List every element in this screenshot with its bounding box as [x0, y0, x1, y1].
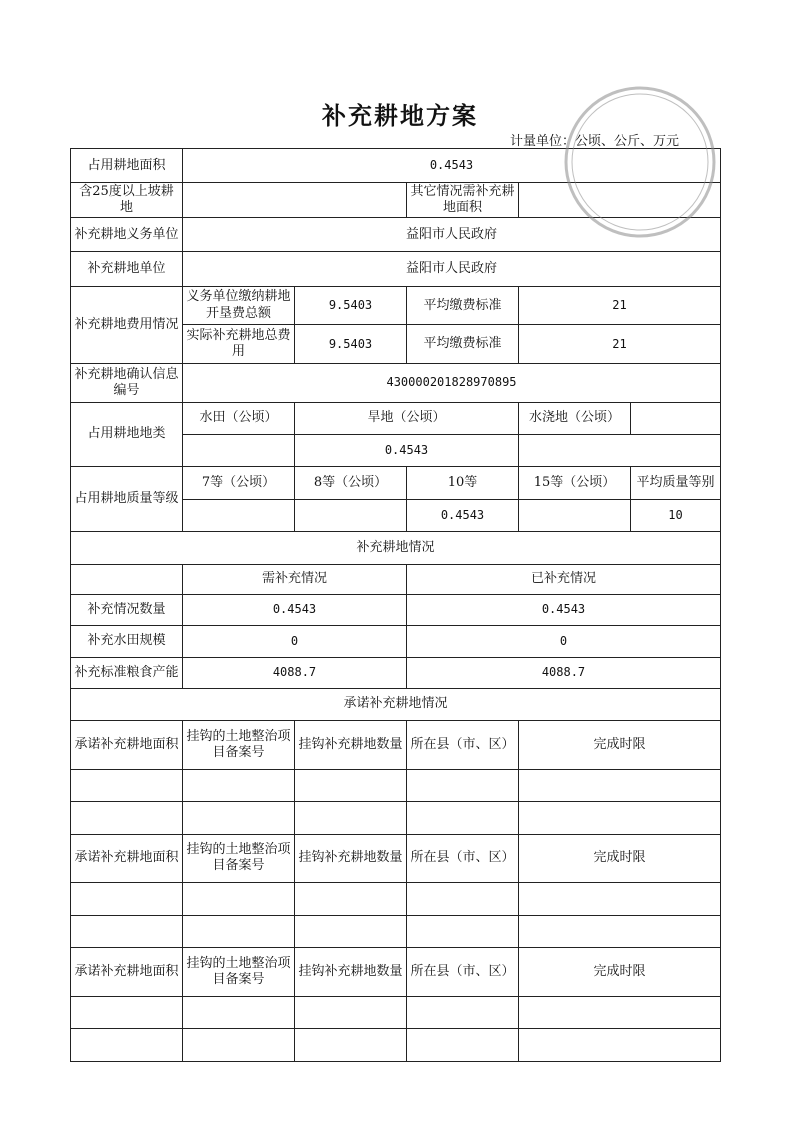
avg-grade-value: 10 [631, 499, 721, 531]
supplement-grain-need: 4088.7 [183, 658, 407, 688]
grade-7-value [183, 499, 295, 531]
supplement-header-empty [71, 564, 183, 594]
occupied-area-row [71, 149, 721, 183]
fee-paid-label: 义务单位缴纳耕地开垦费总额 [183, 286, 295, 325]
supplement-qty-need: 0.4543 [183, 595, 407, 625]
irrigated-value [519, 435, 721, 467]
slope-row [71, 183, 721, 217]
promise-area-header: 承诺补充耕地面积 [71, 948, 183, 997]
occupied-area-label: 占用耕地面积 [71, 149, 183, 183]
dryland-header: 旱地（公顷） [295, 402, 519, 434]
grade-8-value [295, 499, 407, 531]
grade-7-header: 7等（公顷） [183, 467, 295, 499]
supplement-grain-label: 补充标准粮食产能 [71, 658, 183, 688]
obligor-row [71, 217, 721, 251]
supplement-unit-row [71, 252, 721, 286]
promise-county-header: 所在县（市、区） [407, 721, 519, 770]
fee-paid-value: 9.5403 [295, 286, 407, 325]
avg-grade-header: 平均质量等别 [631, 467, 721, 499]
other-supplement-label: 其它情况需补充耕地面积 [407, 183, 519, 217]
promise-header-row-2 [71, 834, 721, 883]
promise-blank-row [71, 996, 721, 1028]
promise-deadline-header: 完成时限 [519, 721, 721, 770]
other-supplement-value [519, 183, 721, 217]
obligor-label: 补充耕地义务单位 [71, 217, 183, 251]
supplement-paddy-need: 0 [183, 625, 407, 657]
supplement-unit-value: 益阳市人民政府 [183, 252, 721, 286]
promise-deadline-header: 完成时限 [519, 834, 721, 883]
promise-blank-row [71, 915, 721, 947]
need-supplement-header: 需补充情况 [183, 564, 407, 594]
promise-project-header: 挂钩的土地整治项目备案号 [183, 948, 295, 997]
promise-section-title: 承诺补充耕地情况 [71, 688, 721, 720]
grade-10-header: 10等 [407, 467, 519, 499]
land-type-header-row [71, 402, 721, 434]
promise-qty-header: 挂钩补充耕地数量 [295, 948, 407, 997]
quality-label: 占用耕地质量等级 [71, 467, 183, 532]
promise-county-header: 所在县（市、区） [407, 948, 519, 997]
supplement-qty-done: 0.4543 [407, 595, 721, 625]
promise-area-header: 承诺补充耕地面积 [71, 721, 183, 770]
supplement-unit-label: 补充耕地单位 [71, 252, 183, 286]
measurement-unit: 计量单位：公顷、公斤、万元 [510, 134, 680, 149]
confirm-row [71, 364, 721, 403]
supplement-grain-done: 4088.7 [407, 658, 721, 688]
irrigated-header: 水浇地（公顷） [519, 402, 631, 434]
grade-10-value: 0.4543 [407, 499, 519, 531]
slope-value [183, 183, 407, 217]
promise-qty-header: 挂钩补充耕地数量 [295, 721, 407, 770]
supplement-qty-label: 补充情况数量 [71, 595, 183, 625]
dryland-value: 0.4543 [295, 435, 519, 467]
promise-blank-row [71, 1029, 721, 1062]
promise-project-header: 挂钩的土地整治项目备案号 [183, 834, 295, 883]
obligor-value: 益阳市人民政府 [183, 217, 721, 251]
fee-label: 补充耕地费用情况 [71, 286, 183, 363]
confirm-value: 430000201828970895 [183, 364, 721, 403]
fee-paid-std-label: 平均缴费标准 [407, 286, 519, 325]
promise-header-row-3 [71, 948, 721, 997]
grade-8-header: 8等（公顷） [295, 467, 407, 499]
land-type-label: 占用耕地地类 [71, 402, 183, 467]
promise-section-row [71, 688, 721, 720]
fee-actual-std-value: 21 [519, 325, 721, 364]
paddy-value [183, 435, 295, 467]
land-type-empty-header [631, 402, 721, 434]
document-title: 补充耕地方案 [322, 101, 478, 130]
promise-qty-header: 挂钩补充耕地数量 [295, 834, 407, 883]
paddy-header: 水田（公顷） [183, 402, 295, 434]
promise-area-header: 承诺补充耕地面积 [71, 834, 183, 883]
promise-deadline-header: 完成时限 [519, 948, 721, 997]
supplement-qty-row [71, 595, 721, 625]
grade-15-value [519, 499, 631, 531]
promise-blank-row [71, 883, 721, 915]
fee-actual-value: 9.5403 [295, 325, 407, 364]
supplement-farmland-form [70, 148, 721, 1062]
supplement-section-row [71, 532, 721, 564]
confirm-label: 补充耕地确认信息编号 [71, 364, 183, 403]
promise-blank-row [71, 769, 721, 801]
supplement-grain-row [71, 658, 721, 688]
occupied-area-value: 0.4543 [183, 149, 721, 183]
supplement-header-row [71, 564, 721, 594]
slope-label: 含25度以上坡耕地 [71, 183, 183, 217]
supplement-paddy-done: 0 [407, 625, 721, 657]
done-supplement-header: 已补充情况 [407, 564, 721, 594]
fee-paid-std-value: 21 [519, 286, 721, 325]
fee-actual-label: 实际补充耕地总费用 [183, 325, 295, 364]
grade-15-header: 15等（公顷） [519, 467, 631, 499]
promise-project-header: 挂钩的土地整治项目备案号 [183, 721, 295, 770]
quality-header-row [71, 467, 721, 499]
promise-blank-row [71, 802, 721, 834]
supplement-paddy-label: 补充水田规模 [71, 625, 183, 657]
promise-county-header: 所在县（市、区） [407, 834, 519, 883]
supplement-paddy-row [71, 625, 721, 657]
supplement-section-title: 补充耕地情况 [71, 532, 721, 564]
fee-actual-std-label: 平均缴费标准 [407, 325, 519, 364]
fee-row-1 [71, 286, 721, 325]
promise-header-row-1 [71, 721, 721, 770]
